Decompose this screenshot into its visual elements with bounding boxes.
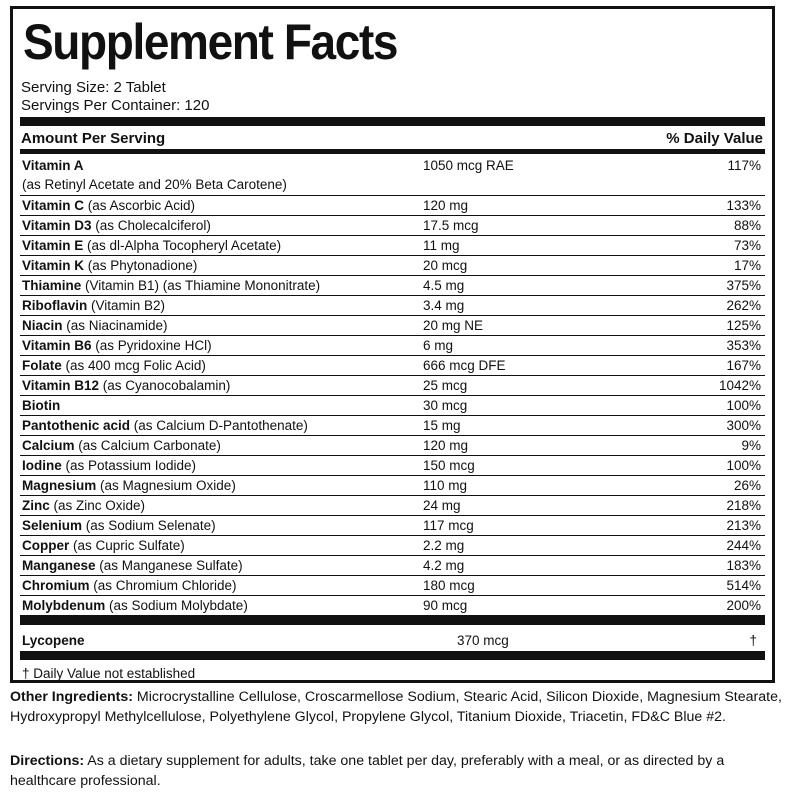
nutrient-name: Vitamin C <box>22 198 85 213</box>
nutrient-name-cell <box>22 296 165 315</box>
nutrient-daily-value: 244% <box>726 538 761 553</box>
other-ingredients-label: Other Ingredients: <box>10 689 133 705</box>
nutrient-name: Vitamin B12 <box>22 378 100 393</box>
nutrient-source: (as Sodium Molybdate) <box>105 598 248 613</box>
nutrient-daily-value: 183% <box>726 558 761 573</box>
nutrient-name: Chromium <box>22 578 90 593</box>
nutrient-row <box>20 536 765 556</box>
nutrient-name: Vitamin D3 <box>22 218 92 233</box>
nutrient-name-cell <box>22 596 248 615</box>
nutrient-name-cell <box>22 436 221 455</box>
lycopene-row <box>20 631 765 651</box>
nutrient-amount: 180 mcg <box>423 578 475 593</box>
thick-divider-bottom <box>20 615 765 625</box>
nutrient-row <box>20 196 765 216</box>
nutrient-amount: 4.2 mg <box>423 558 465 573</box>
thick-divider-top <box>20 117 765 126</box>
nutrient-amount: 370 mcg <box>457 633 509 648</box>
nutrient-source: (as Cyanocobalamin) <box>99 378 231 393</box>
nutrient-table <box>20 156 765 616</box>
nutrient-name: Lycopene <box>22 633 85 648</box>
nutrient-amount: 90 mcg <box>423 598 468 613</box>
nutrient-source: (as Cholecalciferol) <box>91 218 211 233</box>
nutrient-name-cell <box>22 576 237 595</box>
nutrient-name: Vitamin E <box>22 238 84 253</box>
nutrient-daily-value: 26% <box>733 478 761 493</box>
nutrient-row <box>20 456 765 476</box>
nutrient-source: (as Cupric Sulfate) <box>69 538 185 553</box>
daily-value-header: % Daily Value <box>666 130 763 147</box>
nutrient-name: Molybdenum <box>22 598 106 613</box>
nutrient-source: (Vitamin B2) <box>87 298 166 313</box>
nutrient-daily-value: 213% <box>726 518 761 533</box>
nutrient-row <box>20 596 765 616</box>
nutrient-amount: 666 mcg DFE <box>423 358 506 373</box>
nutrient-name-cell <box>22 536 185 555</box>
nutrient-daily-value: 125% <box>726 318 761 333</box>
directions-label: Directions: <box>10 753 85 769</box>
nutrient-row <box>20 156 765 196</box>
nutrient-name-cell <box>22 556 243 575</box>
nutrient-source: (Vitamin B1) (as Thiamine Mononitrate) <box>81 278 321 293</box>
serving-size: Serving Size: 2 Tablet <box>21 79 166 96</box>
nutrient-row <box>20 516 765 536</box>
nutrient-daily-value: 73% <box>733 238 761 253</box>
nutrient-amount: 1050 mcg RAE <box>423 158 514 173</box>
nutrient-amount: 25 mcg <box>423 378 468 393</box>
nutrient-amount: 20 mcg <box>423 258 468 273</box>
nutrient-name: Biotin <box>22 398 61 413</box>
nutrient-name-cell <box>22 456 196 475</box>
nutrient-amount: 6 mg <box>423 338 454 353</box>
nutrient-row <box>20 476 765 496</box>
nutrient-source: (as Niacinamide) <box>62 318 168 333</box>
nutrient-name-cell <box>22 216 211 235</box>
nutrient-amount: 117 mcg <box>423 518 474 533</box>
nutrient-name-cell <box>22 256 197 275</box>
nutrient-name-cell <box>22 396 60 415</box>
column-header <box>21 129 763 148</box>
nutrient-source: (as Sodium Selenate) <box>82 518 216 533</box>
nutrient-amount: 4.5 mg <box>423 278 465 293</box>
nutrient-row <box>20 316 765 336</box>
nutrient-daily-value: 88% <box>733 218 761 233</box>
directions-text: As a dietary supplement for adults, take one tablet per day, preferably with a meal, or as directed by a healthcare professional. <box>10 753 725 789</box>
nutrient-daily-value: 300% <box>726 418 761 433</box>
nutrient-name: Riboflavin <box>22 298 88 313</box>
nutrient-amount: 110 mg <box>423 478 468 493</box>
nutrient-amount: 24 mg <box>423 498 461 513</box>
nutrient-row <box>20 236 765 256</box>
nutrient-row <box>20 376 765 396</box>
nutrient-name: Vitamin A <box>22 158 84 173</box>
nutrient-daily-value: 218% <box>726 498 761 513</box>
nutrient-daily-value: 167% <box>726 358 761 373</box>
nutrient-name-cell <box>22 516 216 535</box>
nutrient-source: (as Zinc Oxide) <box>49 498 146 513</box>
other-ingredients-text: Microcrystalline Cellulose, Croscarmellose Sodium, Stearic Acid, Silicon Dioxide, Magnesium Stearate, Hydroxypropyl Methylcellulose, Polyethylene Glycol, Propylene Glycol, Titanium Dioxide, Triacetin, FD&C Blue #2. <box>10 689 782 725</box>
nutrient-daily-value: † <box>749 633 757 648</box>
nutrient-name-cell <box>22 316 168 335</box>
nutrient-name: Calcium <box>22 438 75 453</box>
nutrient-row <box>20 416 765 436</box>
nutrient-source: (as Manganese Sulfate) <box>95 558 243 573</box>
nutrient-daily-value: 9% <box>741 438 761 453</box>
nutrient-amount: 20 mg NE <box>423 318 484 333</box>
other-ingredients <box>10 688 790 727</box>
nutrient-name-cell <box>22 376 230 395</box>
nutrient-daily-value: 262% <box>726 298 761 313</box>
nutrient-daily-value: 353% <box>726 338 761 353</box>
nutrient-name: Magnesium <box>22 478 97 493</box>
nutrient-name-cell <box>22 356 206 375</box>
nutrient-daily-value: 1042% <box>718 378 761 393</box>
nutrient-name: Vitamin B6 <box>22 338 92 353</box>
nutrient-name-cell <box>22 236 281 255</box>
servings-per-container: Servings Per Container: 120 <box>21 97 210 114</box>
divider-under-header <box>20 149 765 154</box>
nutrient-name: Niacin <box>22 318 63 333</box>
nutrient-row <box>20 436 765 456</box>
nutrient-name: Thiamine <box>22 278 82 293</box>
nutrient-name: Folate <box>22 358 62 373</box>
nutrient-name-cell <box>22 196 195 215</box>
panel-title: Supplement Facts <box>23 14 398 70</box>
nutrient-daily-value: 100% <box>726 398 761 413</box>
nutrient-name: Zinc <box>22 498 50 513</box>
nutrient-source-line: (as Retinyl Acetate and 20% Beta Carotene) <box>22 177 287 192</box>
nutrient-daily-value: 514% <box>726 578 761 593</box>
nutrient-source: (as Chromium Chloride) <box>89 578 237 593</box>
nutrient-row <box>20 216 765 236</box>
amount-per-serving-header: Amount Per Serving <box>21 130 166 147</box>
nutrient-name-cell <box>22 276 320 295</box>
nutrient-source: (as dl-Alpha Tocopheryl Acetate) <box>83 238 282 253</box>
thick-divider-footer <box>20 651 765 660</box>
nutrient-source: (as 400 mcg Folic Acid) <box>61 358 206 373</box>
nutrient-name-cell <box>22 476 236 495</box>
nutrient-daily-value: 17% <box>733 258 761 273</box>
footnote: † Daily Value not established <box>22 666 196 681</box>
directions <box>10 752 790 791</box>
nutrient-row <box>20 336 765 356</box>
nutrient-row <box>20 396 765 416</box>
nutrient-amount: 15 mg <box>423 418 461 433</box>
nutrient-source: (as Phytonadione) <box>84 258 198 273</box>
nutrient-row <box>20 256 765 276</box>
supplement-facts-panel <box>10 6 775 683</box>
nutrient-name: Selenium <box>22 518 83 533</box>
nutrient-source: (as Magnesium Oxide) <box>96 478 236 493</box>
nutrient-row <box>20 496 765 516</box>
nutrient-amount: 11 mg <box>423 238 460 253</box>
nutrient-row <box>20 276 765 296</box>
nutrient-amount: 3.4 mg <box>423 298 465 313</box>
nutrient-amount: 120 mg <box>423 198 469 213</box>
nutrient-name-cell <box>22 336 212 355</box>
nutrient-amount: 17.5 mcg <box>423 218 479 233</box>
nutrient-daily-value: 375% <box>726 278 761 293</box>
nutrient-daily-value: 100% <box>726 458 761 473</box>
nutrient-name: Manganese <box>22 558 96 573</box>
nutrient-name: Copper <box>22 538 70 553</box>
nutrient-row <box>20 556 765 576</box>
nutrient-amount: 30 mcg <box>423 398 468 413</box>
nutrient-amount: 150 mcg <box>423 458 475 473</box>
nutrient-row <box>20 576 765 596</box>
nutrient-name: Pantothenic acid <box>22 418 131 433</box>
nutrient-source: (as Pyridoxine HCl) <box>91 338 212 353</box>
nutrient-name-cell <box>22 496 145 515</box>
nutrient-daily-value: 133% <box>726 198 761 213</box>
nutrient-source: (as Potassium Iodide) <box>61 458 197 473</box>
nutrient-daily-value: 200% <box>726 598 761 613</box>
nutrient-source: (as Calcium D-Pantothenate) <box>130 418 308 433</box>
nutrient-row <box>20 356 765 376</box>
nutrient-row <box>20 296 765 316</box>
nutrient-name: Iodine <box>22 458 62 473</box>
nutrient-amount: 120 mg <box>423 438 469 453</box>
nutrient-source: (as Ascorbic Acid) <box>84 198 196 213</box>
nutrient-source: (as Calcium Carbonate) <box>74 438 221 453</box>
nutrient-name: Vitamin K <box>22 258 85 273</box>
nutrient-name-cell <box>22 416 308 435</box>
nutrient-amount: 2.2 mg <box>423 538 465 553</box>
nutrient-name-cell <box>22 156 84 175</box>
nutrient-daily-value: 117% <box>727 158 761 173</box>
